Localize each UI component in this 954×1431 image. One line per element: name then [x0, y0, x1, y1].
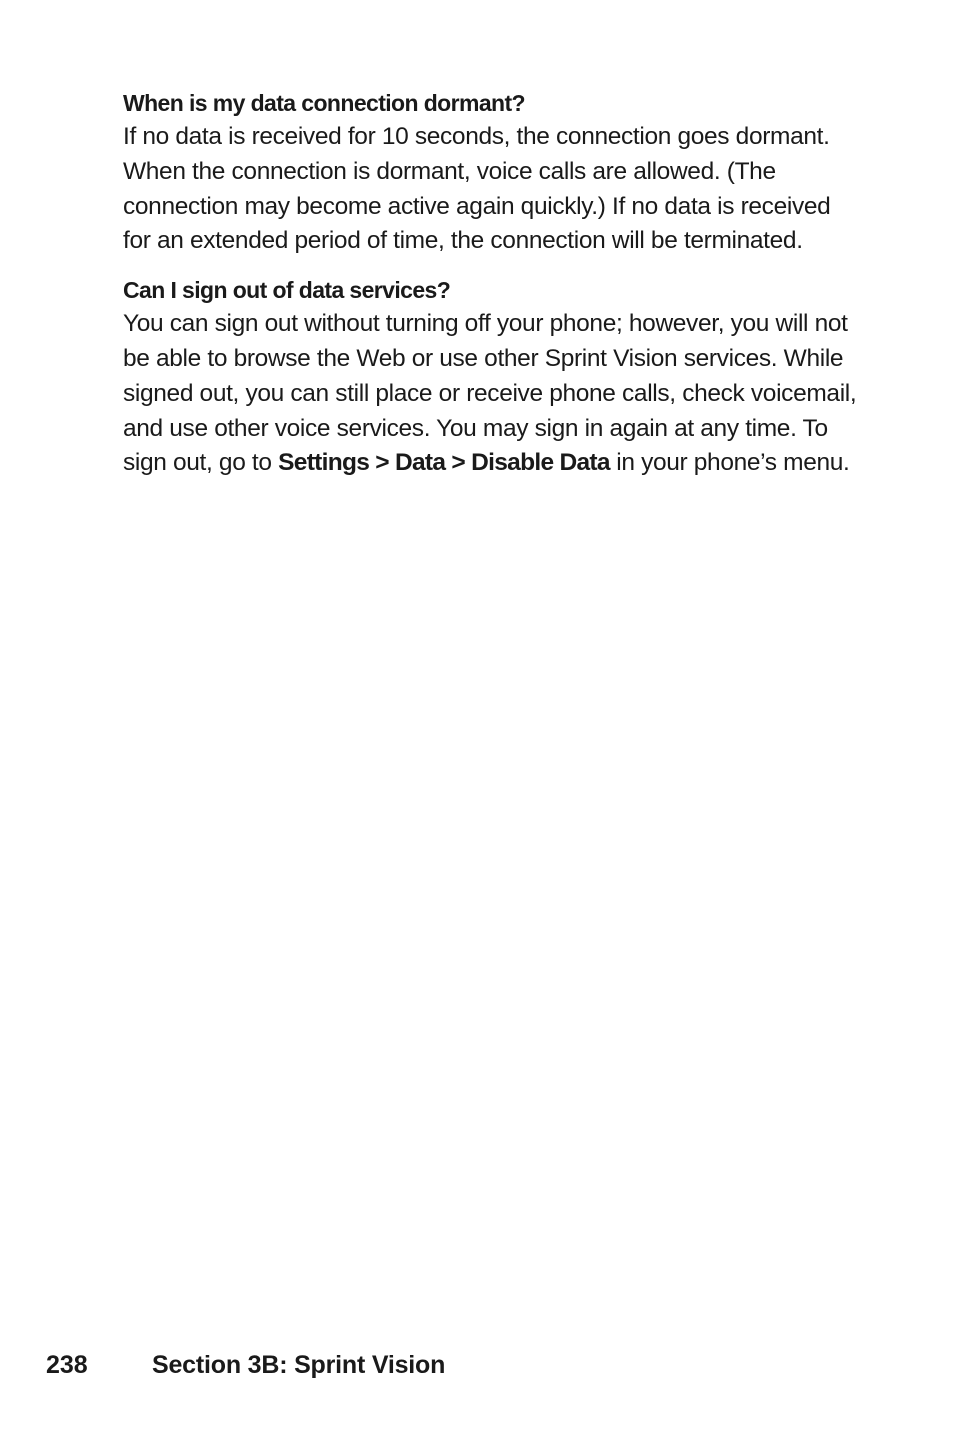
page-number: 238 [46, 1351, 88, 1379]
answer-text: You can sign out without turning off your phone; however, you will not be able to browse the Web or use other Sprint Vision services. While signed out, you can still place or receive phone calls, check voicemail, and use other voice services. You may sign in again at any time. To sign out, go to [123, 310, 857, 477]
faq-item-dormant [123, 86, 863, 259]
section-title: Section 3B: Sprint Vision [152, 1351, 446, 1379]
faq-answer [123, 307, 863, 481]
faq-question: Can I sign out of data services? [123, 277, 451, 304]
faq-item-sign-out [123, 273, 863, 481]
faq-answer: If no data is received for 10 seconds, the connection goes dormant. When the connection is dormant, voice calls are allowed. (The connection may become active again quickly.) If no data is received for an extended period of time, the connection will be terminated. [123, 123, 831, 255]
faq-question: When is my data connection dormant? [123, 90, 525, 116]
menu-path: Settings > Data > Disable Data [278, 449, 610, 477]
answer-text-end: in your phone’s menu. [609, 449, 850, 477]
page-footer [46, 1347, 445, 1383]
page-content [123, 86, 863, 495]
